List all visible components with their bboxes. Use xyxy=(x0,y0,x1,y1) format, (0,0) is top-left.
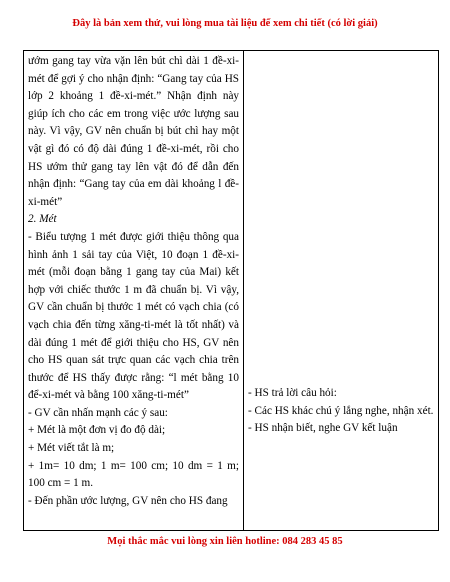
student-answer-line: - HS trả lời câu hỏi: xyxy=(248,387,337,399)
paragraph-emphasis: - GV cần nhấn mạnh các ý sau: xyxy=(28,406,168,419)
hotline-banner: Mọi thắc mắc vui lòng xin liên hotline: 084 283 45 85 xyxy=(107,536,343,547)
lesson-table xyxy=(23,50,439,531)
bullet-unit: + Mét là một đơn vị đo độ dài; xyxy=(28,424,166,437)
bullet-abbrev: + Mét viết tắt là m; xyxy=(28,442,115,455)
section-heading-met: 2. Mét xyxy=(28,213,57,226)
table-row xyxy=(24,51,439,531)
bullet-conversions: + 1m= 10 dm; 1 m= 100 cm; 10 dm = 1 m; 100 cm = 1 m. xyxy=(28,459,239,490)
student-conclude-line: - HS nhận biết, nghe GV kết luận xyxy=(248,422,398,435)
paragraph-met-intro: - Biểu tượng 1 mét được giới thiệu thông qua hình ảnh 1 sải tay của Việt, 10 đoạn 1 đề-xi-mét (mỗi đoạn bằng 1 gang tay của Mai) kết hợp với chiếc thước 1 m đã chuẩn bị. Vì vậy, GV cần chuẩn bị thước 1 mét có vạch chia (có vạch chia đến từng xăng-ti-mét là tốt nhất) và dài đúng 1 mét để giới thiệu cho HS, GV nên cho HS quan sát trực quan các vạch chia trên thước để HS thấy được rằng: “l mét bằng 10 để-xi-mét và bằng 100 xăng-ti-mét” xyxy=(28,230,239,402)
preview-notice-banner: Đây là bản xem thử, vui lòng mua tài liệu để xem chi tiết (có lời giải) xyxy=(72,18,378,29)
student-activity-cell xyxy=(244,51,439,531)
student-listen-line: - Các HS khác chú ý lắng nghe, nhận xét. xyxy=(248,404,434,417)
teacher-activity-cell xyxy=(24,51,244,531)
paragraph-estimation-part: - Đến phần ước lượng, GV nên cho HS đang xyxy=(28,494,228,507)
paragraph-estimation-intro: ướm gang tay vừa vặn lên bút chì dài 1 đề-xi-mét để gợi ý cho nhận định: “Gang tay của HS lớp 2 khoảng 1 đề-xi-mét.” Nhận định này giúp ích cho các em trong việc ước lượng sau này. Vì vậy, GV nên chuẩn bị bút chì hay một vật gì đó có độ dài đúng 1 đề-xi-mét, rồi cho HS ướm thử gang tay lên vật đó để dẫn đến nhận định: “Gang tay của em dài khoảng l đề-xi-mét” xyxy=(28,55,239,208)
student-activity-content xyxy=(248,53,434,438)
